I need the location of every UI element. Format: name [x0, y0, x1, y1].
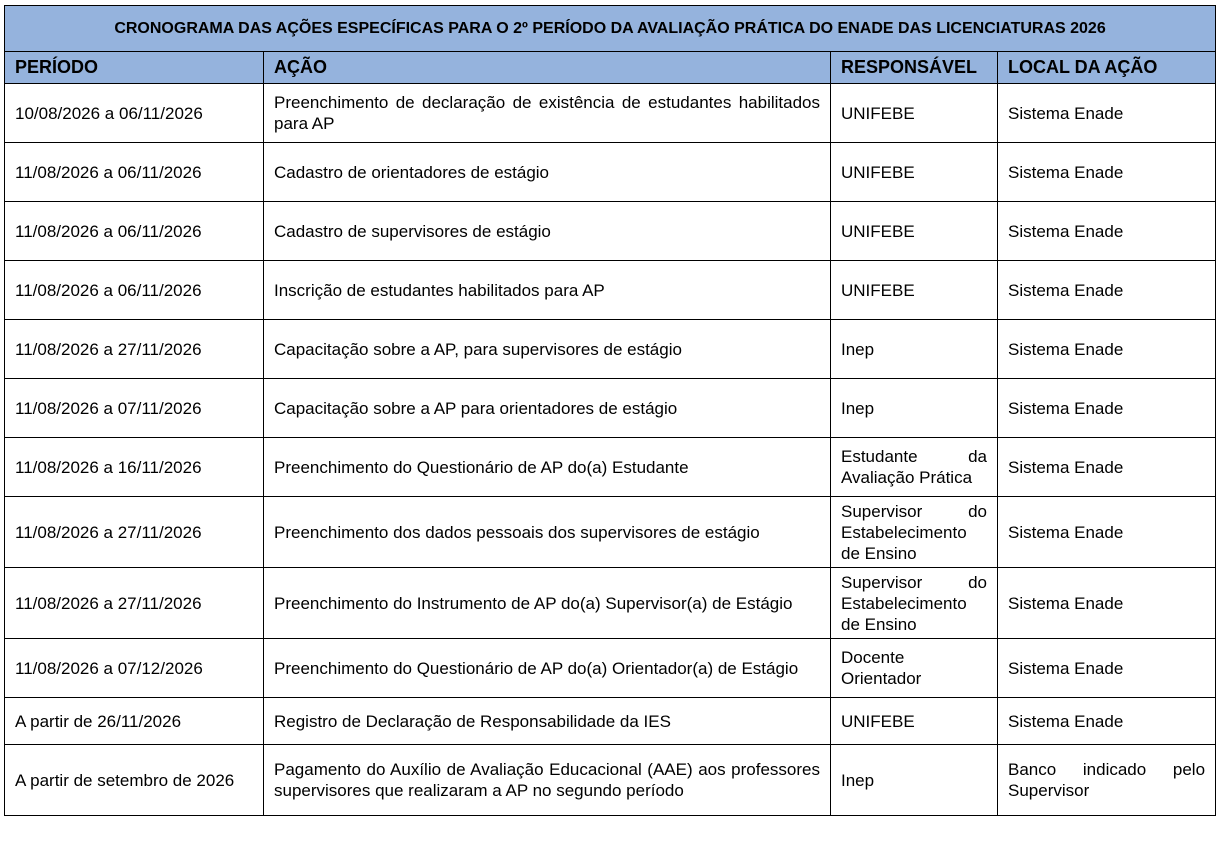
table-row: [5, 261, 1216, 320]
cell-period: 11/08/2026 a 06/11/2026: [5, 202, 264, 261]
cell-action: Capacitação sobre a AP para orientadores de estágio: [264, 379, 831, 438]
cell-location: Sistema Enade: [998, 202, 1216, 261]
cell-responsible: UNIFEBE: [831, 84, 998, 143]
header-action: AÇÃO: [264, 52, 831, 84]
schedule-table: [4, 5, 1216, 816]
cell-responsible: Estudante da Avaliação Prática: [831, 438, 998, 497]
cell-period: 11/08/2026 a 07/11/2026: [5, 379, 264, 438]
table-row: [5, 379, 1216, 438]
cell-location: Sistema Enade: [998, 143, 1216, 202]
cell-action: Preenchimento do Instrumento de AP do(a) Supervisor(a) de Estágio: [264, 568, 831, 639]
table-row: [5, 639, 1216, 698]
cell-responsible: Inep: [831, 379, 998, 438]
cell-location: Sistema Enade: [998, 497, 1216, 568]
cell-location: Sistema Enade: [998, 320, 1216, 379]
cell-action: Pagamento do Auxílio de Avaliação Educacional (AAE) aos professores supervisores que realizaram a AP no segundo período: [264, 745, 831, 816]
cell-action: Preenchimento do Questionário de AP do(a) Orientador(a) de Estágio: [264, 639, 831, 698]
table-row: [5, 320, 1216, 379]
cell-location: Sistema Enade: [998, 261, 1216, 320]
cell-period: 11/08/2026 a 07/12/2026: [5, 639, 264, 698]
header-location: LOCAL DA AÇÃO: [998, 52, 1216, 84]
cell-location: Sistema Enade: [998, 568, 1216, 639]
cell-location: Banco indicado pelo Supervisor: [998, 745, 1216, 816]
cell-responsible: UNIFEBE: [831, 698, 998, 745]
header-responsible: RESPONSÁVEL: [831, 52, 998, 84]
table-title: CRONOGRAMA DAS AÇÕES ESPECÍFICAS PARA O 2º PERÍODO DA AVALIAÇÃO PRÁTICA DO ENADE DAS LICENCIATURAS 2026: [5, 6, 1216, 52]
cell-action: Cadastro de orientadores de estágio: [264, 143, 831, 202]
header-period: PERÍODO: [5, 52, 264, 84]
cell-action: Preenchimento dos dados pessoais dos supervisores de estágio: [264, 497, 831, 568]
cell-action: Preenchimento de declaração de existência de estudantes habilitados para AP: [264, 84, 831, 143]
cell-responsible: Supervisor do Estabelecimento de Ensino: [831, 568, 998, 639]
cell-period: 11/08/2026 a 27/11/2026: [5, 568, 264, 639]
cell-action: Preenchimento do Questionário de AP do(a) Estudante: [264, 438, 831, 497]
cell-period: 11/08/2026 a 16/11/2026: [5, 438, 264, 497]
cell-period: A partir de 26/11/2026: [5, 698, 264, 745]
cell-location: Sistema Enade: [998, 379, 1216, 438]
cell-action: Registro de Declaração de Responsabilidade da IES: [264, 698, 831, 745]
cell-period: 11/08/2026 a 06/11/2026: [5, 143, 264, 202]
cell-location: Sistema Enade: [998, 698, 1216, 745]
cell-location: Sistema Enade: [998, 438, 1216, 497]
table-row: [5, 497, 1216, 568]
table-row: [5, 568, 1216, 639]
table-header-row: [5, 52, 1216, 84]
cell-responsible: Docente Orientador: [831, 639, 998, 698]
cell-location: Sistema Enade: [998, 84, 1216, 143]
cell-location: Sistema Enade: [998, 639, 1216, 698]
table-row: [5, 438, 1216, 497]
cell-responsible: Supervisor do Estabelecimento de Ensino: [831, 497, 998, 568]
cell-action: Cadastro de supervisores de estágio: [264, 202, 831, 261]
table-row: [5, 84, 1216, 143]
cell-period: 10/08/2026 a 06/11/2026: [5, 84, 264, 143]
table-row: [5, 202, 1216, 261]
cell-responsible: UNIFEBE: [831, 202, 998, 261]
cell-responsible: UNIFEBE: [831, 261, 998, 320]
table-title-row: [5, 6, 1216, 52]
cell-responsible: UNIFEBE: [831, 143, 998, 202]
cell-period: 11/08/2026 a 27/11/2026: [5, 497, 264, 568]
cell-action: Inscrição de estudantes habilitados para AP: [264, 261, 831, 320]
cell-responsible: Inep: [831, 745, 998, 816]
table-row: [5, 698, 1216, 745]
table-row: [5, 745, 1216, 816]
cell-responsible: Inep: [831, 320, 998, 379]
cell-action: Capacitação sobre a AP, para supervisores de estágio: [264, 320, 831, 379]
table-row: [5, 143, 1216, 202]
cell-period: A partir de setembro de 2026: [5, 745, 264, 816]
cell-period: 11/08/2026 a 27/11/2026: [5, 320, 264, 379]
cell-period: 11/08/2026 a 06/11/2026: [5, 261, 264, 320]
